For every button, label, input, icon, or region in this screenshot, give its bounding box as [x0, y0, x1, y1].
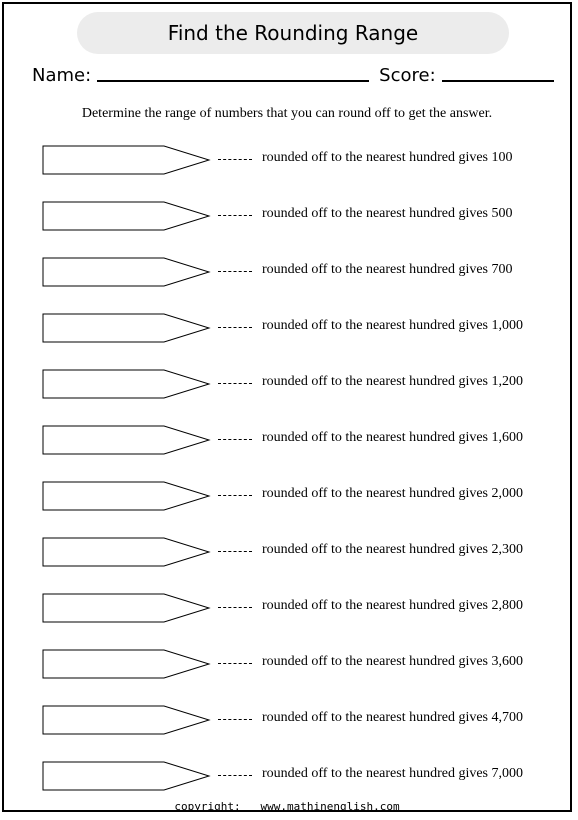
dashed-connector [218, 159, 252, 160]
dashed-connector [218, 495, 252, 496]
question-row [4, 649, 570, 705]
answer-box-pencil-shape[interactable] [42, 593, 212, 623]
answer-box-pencil-shape[interactable] [42, 537, 212, 567]
question-text: rounded off to the nearest hundred gives 2,800 [262, 598, 524, 613]
answer-box-pencil-shape[interactable] [42, 705, 212, 735]
question-text: rounded off to the nearest hundred gives 700 [262, 262, 513, 277]
answer-box-pencil-shape[interactable] [42, 257, 212, 287]
question-row [4, 425, 570, 481]
dashed-connector [218, 383, 252, 384]
question-text: rounded off to the nearest hundred gives 3,600 [262, 654, 524, 669]
question-text: rounded off to the nearest hundred gives 1,600 [262, 430, 524, 445]
dashed-connector [218, 439, 252, 440]
dashed-connector [218, 215, 252, 216]
copyright-label: copyright: [174, 800, 241, 813]
question-row [4, 593, 570, 649]
question-row [4, 313, 570, 369]
answer-box-pencil-shape[interactable] [42, 649, 212, 679]
answer-box-pencil-shape[interactable] [42, 313, 212, 343]
score-label: Score: [379, 65, 436, 86]
name-score-row [32, 62, 554, 86]
answer-box-pencil-shape[interactable] [42, 369, 212, 399]
question-row [4, 705, 570, 761]
name-label: Name: [32, 65, 92, 86]
question-text: rounded off to the nearest hundred gives 7,000 [262, 766, 524, 781]
question-row [4, 201, 570, 257]
question-text: rounded off to the nearest hundred gives 4,700 [262, 710, 524, 725]
dashed-connector [218, 551, 252, 552]
question-text: rounded off to the nearest hundred gives 500 [262, 206, 513, 221]
question-text: rounded off to the nearest hundred gives 1,000 [262, 318, 524, 333]
answer-box-pencil-shape[interactable] [42, 761, 212, 791]
dashed-connector [218, 663, 252, 664]
dashed-connector [218, 327, 252, 328]
question-text: rounded off to the nearest hundred gives 2,000 [262, 486, 524, 501]
footer [4, 800, 570, 813]
dashed-connector [218, 607, 252, 608]
question-row [4, 145, 570, 201]
question-text: rounded off to the nearest hundred gives 100 [262, 150, 513, 165]
answer-box-pencil-shape[interactable] [42, 145, 212, 175]
dashed-connector [218, 719, 252, 720]
score-input-line[interactable] [442, 62, 554, 82]
name-input-line[interactable] [97, 62, 369, 82]
instructions-text: Determine the range of numbers that you can round off to get the answer. [81, 106, 493, 121]
dashed-connector [218, 271, 252, 272]
page-title: Find the Rounding Range [77, 12, 509, 54]
question-text: rounded off to the nearest hundred gives 2,300 [262, 542, 524, 557]
question-text: rounded off to the nearest hundred gives 1,200 [262, 374, 524, 389]
question-row [4, 537, 570, 593]
question-row [4, 257, 570, 313]
question-row [4, 481, 570, 537]
dashed-connector [218, 775, 252, 776]
question-list [4, 145, 570, 817]
question-row [4, 369, 570, 425]
answer-box-pencil-shape[interactable] [42, 425, 212, 455]
answer-box-pencil-shape[interactable] [42, 201, 212, 231]
website-link[interactable]: www.mathinenglish.com [260, 800, 400, 813]
answer-box-pencil-shape[interactable] [42, 481, 212, 511]
worksheet-page [2, 2, 572, 812]
